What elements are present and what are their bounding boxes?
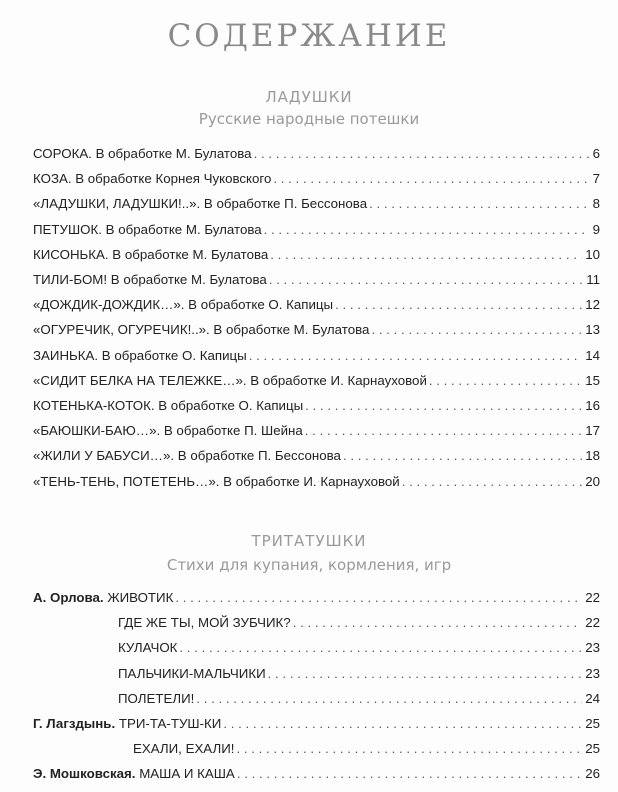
toc-entry[interactable] xyxy=(33,766,600,784)
toc-entry[interactable] xyxy=(33,322,600,340)
page-number: 25 xyxy=(585,716,600,731)
page-number: 13 xyxy=(585,322,600,338)
toc-entry[interactable] xyxy=(33,398,600,416)
page-number: 15 xyxy=(585,372,600,388)
entry-title: СОРОКА. В обработке М. Булатова xyxy=(33,146,252,161)
page-number: 23 xyxy=(585,640,600,656)
toc-entry[interactable] xyxy=(133,741,600,759)
page-number: 9 xyxy=(592,221,600,237)
page-number: 22 xyxy=(585,615,600,631)
entry-author: Г. Лагздынь. xyxy=(33,716,116,731)
page-number: 7 xyxy=(592,171,600,187)
entry-title: ТРИ-ТА-ТУШ-КИ xyxy=(118,716,222,731)
leader-dots xyxy=(175,590,582,605)
entry-title: «ОГУРЕЧИК, ОГУРЕЧИК!..». В обработке М. Булатова xyxy=(33,322,370,338)
toc-entry[interactable] xyxy=(33,146,600,164)
toc-entry[interactable] xyxy=(33,247,600,265)
leader-dots xyxy=(369,196,590,211)
toc-entry[interactable] xyxy=(118,666,600,684)
leader-dots xyxy=(237,766,582,781)
leader-dots xyxy=(343,448,582,463)
leader-dots xyxy=(268,666,583,681)
entry-title: «СИДИТ БЕЛКА НА ТЕЛЕЖКЕ…». В обработке И. Карнауховой xyxy=(33,372,427,388)
page-number: 18 xyxy=(585,448,600,464)
toc-entry[interactable] xyxy=(33,222,600,240)
entry-title: КОТЕНЬКА-КОТОК. В обработке О. Капицы xyxy=(33,398,304,413)
leader-dots xyxy=(273,171,589,186)
toc-entry[interactable] xyxy=(33,272,600,290)
page-title: СОДЕРЖАНИЕ xyxy=(167,18,451,54)
page-number: 17 xyxy=(585,423,600,439)
page-number: 11 xyxy=(586,272,600,287)
entry-title: ПЕТУШОК. В обработке М. Булатова xyxy=(33,221,262,237)
section-subheading: Русские народные потешки xyxy=(198,110,420,128)
entry-title: КУЛАЧОК xyxy=(118,640,178,656)
page-number: 12 xyxy=(585,297,600,313)
page-number: 25 xyxy=(585,741,600,757)
leader-dots xyxy=(305,423,582,438)
leader-dots xyxy=(402,474,582,489)
leader-dots xyxy=(429,373,582,388)
page-number: 23 xyxy=(585,665,600,681)
leader-dots xyxy=(335,297,582,312)
leader-dots xyxy=(249,348,583,363)
leader-dots xyxy=(270,247,582,262)
entry-author: Э. Мошковская. xyxy=(33,766,136,782)
entry-author: А. Орлова. xyxy=(33,590,104,605)
page-number: 10 xyxy=(585,246,600,262)
page-number: 16 xyxy=(585,398,600,413)
toc-entry[interactable] xyxy=(33,716,600,734)
leader-dots xyxy=(293,615,583,630)
entry-title: ПАЛЬЧИКИ-МАЛЬЧИКИ xyxy=(118,665,266,681)
toc-entry[interactable] xyxy=(33,196,600,214)
leader-dots xyxy=(254,146,590,161)
toc-entry[interactable] xyxy=(118,640,600,658)
leader-dots xyxy=(269,272,583,287)
toc-entry[interactable] xyxy=(33,297,600,315)
leader-dots xyxy=(236,741,582,756)
entry-title: ЗАИНЬКА. В обработке О. Капицы xyxy=(33,347,247,363)
toc-entry[interactable] xyxy=(33,590,600,608)
page-number: 22 xyxy=(585,590,600,605)
leader-dots xyxy=(371,322,582,337)
toc-entry[interactable] xyxy=(33,474,600,492)
section-heading: ТРИТАТУШКИ xyxy=(251,532,367,550)
leader-dots xyxy=(264,222,590,237)
entry-title: КОЗА. В обработке Корнея Чуковского xyxy=(33,171,272,187)
toc-entry[interactable] xyxy=(33,348,600,366)
entry-title: «ЖИЛИ У БАБУСИ…». В обработке П. Бессонова xyxy=(33,448,341,464)
entry-title: ЖИВОТИК xyxy=(107,590,174,605)
leader-dots xyxy=(179,640,582,655)
toc-entry[interactable] xyxy=(118,615,600,633)
page-number: 14 xyxy=(585,347,600,363)
entry-title: ПОЛЕТЕЛИ! xyxy=(118,690,195,706)
toc-entry[interactable] xyxy=(33,448,600,466)
page-number: 6 xyxy=(592,146,600,161)
entry-title: ЕХАЛИ, ЕХАЛИ! xyxy=(133,741,235,757)
toc-entry[interactable] xyxy=(33,171,600,189)
page-number: 20 xyxy=(585,473,600,489)
entry-title: МАША И КАША xyxy=(139,766,235,782)
entry-title: «БАЮШКИ-БАЮ…». В обработке П. Шейна xyxy=(33,423,303,439)
toc-entry[interactable] xyxy=(33,423,600,441)
section-subheading: Стихи для купания, кормления, игр xyxy=(166,556,452,574)
section-heading: ЛАДУШКИ xyxy=(265,88,353,106)
leader-dots xyxy=(196,691,582,706)
page-number: 24 xyxy=(585,690,600,706)
entry-title: ТИЛИ-БОМ! В обработке М. Булатова xyxy=(33,272,267,287)
entry-title: «ТЕНЬ-ТЕНЬ, ПОТЕТЕНЬ…». В обработке И. Карнауховой xyxy=(33,473,400,489)
page-number: 26 xyxy=(585,766,600,782)
leader-dots xyxy=(223,716,582,731)
page-number: 8 xyxy=(592,196,600,212)
entry-title: «ЛАДУШКИ, ЛАДУШКИ!..». В обработке П. Бессонова xyxy=(33,196,368,212)
toc-entry[interactable] xyxy=(118,691,600,709)
entry-title: КИСОНЬКА. В обработке М. Булатова xyxy=(33,246,269,262)
leader-dots xyxy=(305,398,582,413)
entry-title: ГДЕ ЖЕ ТЫ, МОЙ ЗУБЧИК? xyxy=(118,615,291,631)
entry-title: «ДОЖДИК-ДОЖДИК…». В обработке О. Капицы xyxy=(33,297,334,313)
toc-entry[interactable] xyxy=(33,373,600,391)
